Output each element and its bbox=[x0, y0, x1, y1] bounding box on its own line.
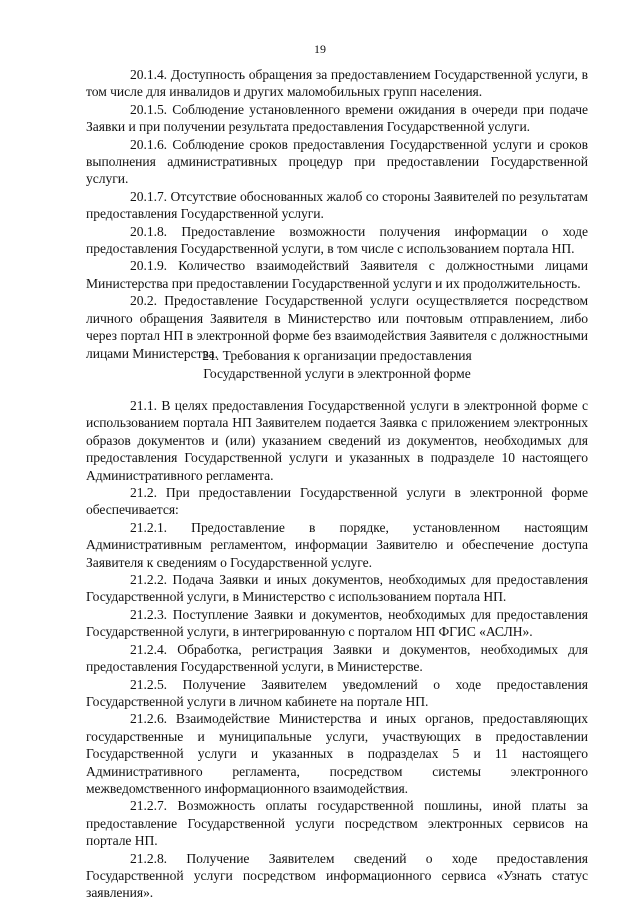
paragraph-21-2-7: 21.2.7. Возможность оплаты государственной пошлины, иной платы за предоставление Государственной услуги посредством электронных сервисов на портале НП. bbox=[86, 798, 588, 849]
paragraph-20-1-8: 20.1.8. Предоставление возможности получения информации о ходе предоставления Государственной услуги, в том числе с использованием портала НП. bbox=[86, 223, 588, 257]
section-heading bbox=[86, 347, 588, 382]
paragraph-20-2: 20.2. Предоставление Государственной услуги осуществляется посредством личного обращения Заявителя в Министерство или почтовым отправлением, либо через портал НП в электронной форме без взаимодействия Заявителя с должностными лицами Министерства. bbox=[86, 293, 588, 361]
paragraph-20-1-7: 20.1.7. Отсутствие обоснованных жалоб со стороны Заявителей по результатам предоставления Государственной услуги. bbox=[86, 188, 588, 222]
section-heading-line-2: Государственной услуги в электронной форме bbox=[203, 365, 471, 381]
paragraph-21-2-4: 21.2.4. Обработка, регистрация Заявки и документов, необходимых для предоставления Государственной услуги, в Министерстве. bbox=[86, 641, 588, 675]
paragraph-21-2: 21.2. При предоставлении Государственной услуги в электронной форме обеспечивается: bbox=[86, 485, 588, 518]
paragraph-21-2-3: 21.2.3. Поступление Заявки и документов, необходимых для предоставления Государственной услуги, в интегрированную с порталом НП ФГИС «АСЛН». bbox=[86, 606, 588, 640]
paragraph-21-1: 21.1. В целях предоставления Государственной услуги в электронной форме с использованием портала НП Заявителем подается Заявка с приложением электронных образов документов и (или) указанием сведений из документов, необходимых для предоставления Государственной услуги и указанных в подразделе 10 настоящего Административного регламента. bbox=[86, 398, 588, 483]
paragraph-20-1-6: 20.1.6. Соблюдение сроков предоставления Государственной услуги и сроков выполнения административных процедур при предоставлении Государственной услуги. bbox=[86, 136, 588, 187]
paragraph-20-1-5: 20.1.5. Соблюдение установленного времени ожидания в очереди при подаче Заявки и при получении результата предоставления Государственной услуги. bbox=[86, 101, 588, 135]
paragraph-21-2-2: 21.2.2. Подача Заявки и иных документов, необходимых для предоставления Государственной услуги, в Министерство с использованием портала НП. bbox=[86, 572, 588, 605]
paragraph-21-2-5: 21.2.5. Получение Заявителем уведомлений о ходе предоставления Государственной услуги в личном кабинете на портале НП. bbox=[86, 676, 588, 709]
paragraph-20-1-4: 20.1.4. Доступность обращения за предоставлением Государственной услуги, в том числе для инвалидов и других маломобильных групп населения. bbox=[86, 67, 588, 100]
paragraph-20-1-9: 20.1.9. Количество взаимодействий Заявителя с должностными лицами Министерства при предоставлении Государственной услуги и их продолжительность. bbox=[86, 258, 588, 291]
paragraph-group-section-20 bbox=[86, 66, 588, 362]
section-heading-line-1: 21. Требования к организации предоставления bbox=[202, 348, 472, 363]
paragraph-21-2-6: 21.2.6. Взаимодействие Министерства и иных органов, предоставляющих государственные и муниципальные услуги, участвующих в предоставлении Государственной услуги и указанных в подразделах 5 и 11 настоящего Административного регламента, посредством системы электронного межведомственного информационного взаимодействия. bbox=[86, 711, 588, 796]
page-number: 19 bbox=[314, 42, 326, 56]
paragraph-21-2-1: 21.2.1. Предоставление в порядке, установленном настоящим Административным регламентом, информации Заявителю и обеспечение доступа Заявителя к сведениям о Государственной услуге. bbox=[86, 519, 588, 570]
paragraph-21-2-8: 21.2.8. Получение Заявителем сведений о ходе предоставления Государственной услуги посредством информационного сервиса «Узнать статус заявления». bbox=[86, 850, 588, 901]
paragraph-group-section-21 bbox=[86, 397, 588, 902]
